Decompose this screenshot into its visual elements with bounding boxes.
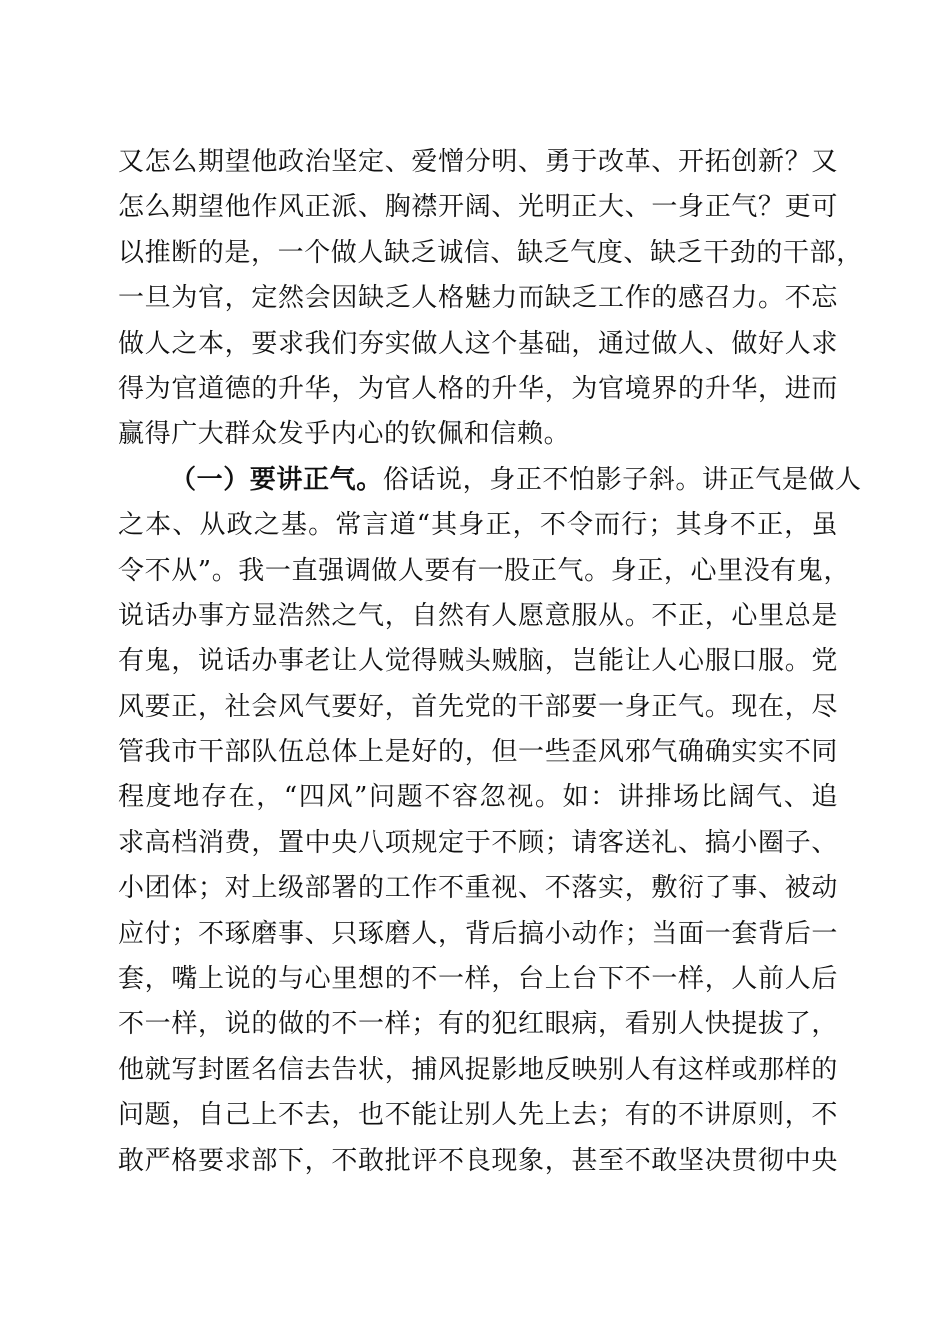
- text-line: 令不从”。我一直强调做人要有一股正气。身正，心里没有鬼，: [118, 555, 851, 586]
- section-first-line-text: 俗话说，身正不怕影子斜。讲正气是做人: [382, 464, 862, 495]
- text-line: 求高档消费，置中央八项规定于不顾；请客送礼、搞小圈子、: [118, 827, 838, 858]
- text-line: 程度地存在，“四风”问题不容忽视。如：讲排场比阔气、追: [118, 782, 838, 813]
- text-line: 得为官道德的升华，为官人格的升华，为官境界的升华，进而: [118, 373, 838, 404]
- text-line: 之本、从政之基。常言道“其身正，不令而行；其身不正，虽: [118, 510, 838, 541]
- text-line: 又怎么期望他政治坚定、爱憎分明、勇于改革、开拓创新？又: [118, 147, 838, 177]
- text-line: 以推断的是，一个做人缺乏诚信、缺乏气度、缺乏干劲的干部，: [118, 237, 863, 268]
- text-line: 他就写封匿名信去告状，捕风捉影地反映别人有这样或那样的: [118, 1054, 838, 1085]
- body-text: [118, 140, 863, 1184]
- text-line: 做人之本，要求我们夯实做人这个基础，通过做人、做好人求: [118, 328, 838, 359]
- paragraph-1: [118, 140, 863, 458]
- text-line: 应付；不琢磨事、只琢磨人，背后搞小动作；当面一套背后一: [118, 918, 838, 949]
- text-line: 问题，自己上不去，也不能让别人先上去；有的不讲原则，不: [118, 1100, 838, 1131]
- section-first-line: [118, 458, 862, 503]
- text-line: 小团体；对上级部署的工作不重视、不落实，敷衍了事、被动: [118, 873, 838, 904]
- section-1: [118, 458, 862, 1184]
- text-line: 不一样，说的做的不一样；有的犯红眼病，看别人快提拔了，: [118, 1009, 838, 1040]
- text-line: 风要正，社会风气要好，首先党的干部要一身正气。现在，尽: [118, 691, 838, 722]
- text-line: 一旦为官，定然会因缺乏人格魅力而缺乏工作的感召力。不忘: [118, 283, 838, 314]
- text-line: 有鬼，说话办事老让人觉得贼头贼脑，岂能让人心服口服。党: [118, 646, 838, 677]
- text-line: 管我市干部队伍总体上是好的，但一些歪风邪气确确实实不同: [118, 737, 838, 768]
- section-heading: （一）要讲正气。: [170, 464, 383, 495]
- text-line: 套，嘴上说的与心里想的不一样，台上台下不一样，人前人后: [118, 964, 838, 995]
- text-line: 怎么期望他作风正派、胸襟开阔、光明正大、一身正气？更可: [118, 192, 838, 223]
- text-line: 敢严格要求部下，不敢批评不良现象，甚至不敢坚决贯彻中央: [118, 1145, 838, 1176]
- text-line: 赢得广大群众发乎内心的钦佩和信赖。: [118, 419, 571, 450]
- text-line: 说话办事方显浩然之气，自然有人愿意服从。不正，心里总是: [118, 600, 838, 631]
